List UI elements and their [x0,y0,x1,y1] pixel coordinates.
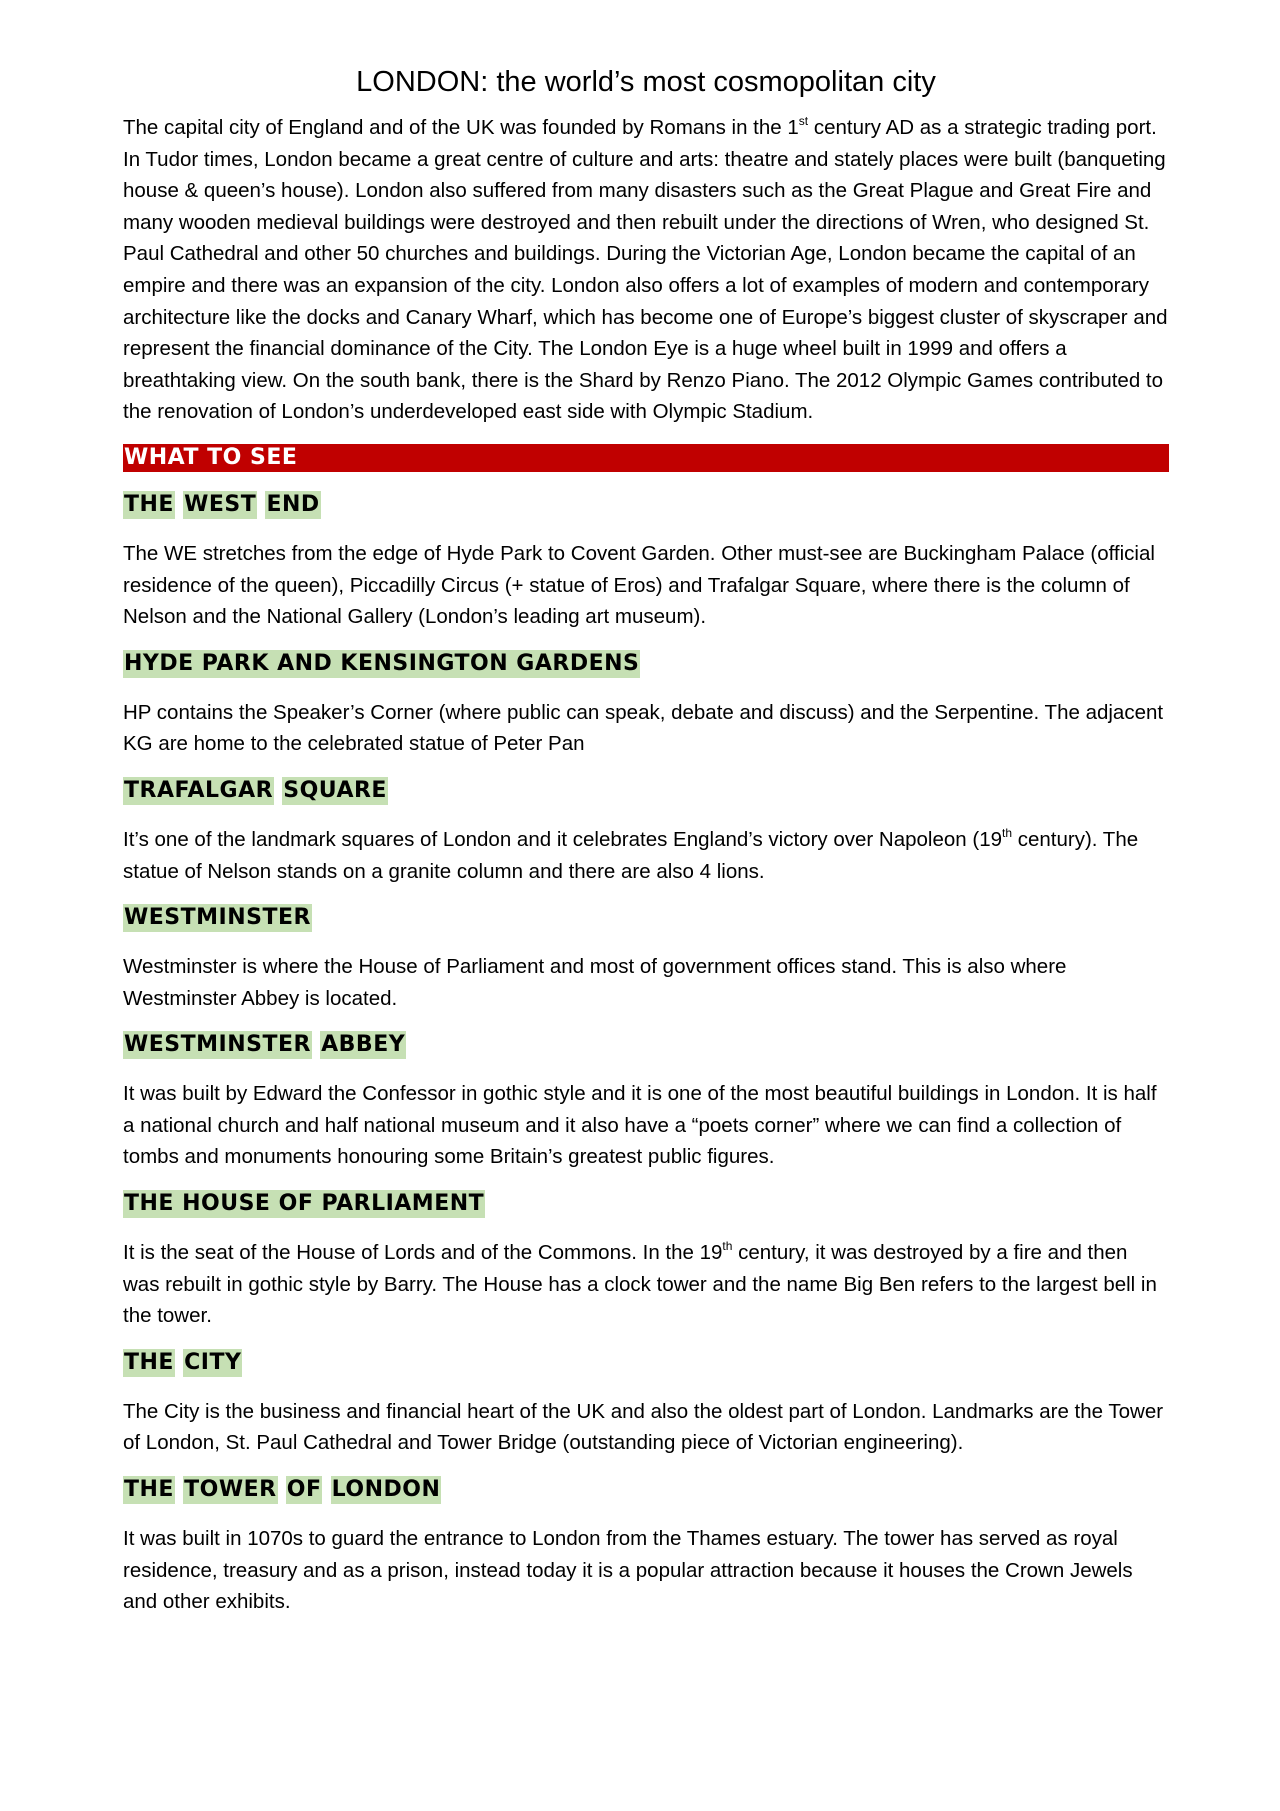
westminster-text: Westminster is where the House of Parliament and most of government offices stand. This is also where Westminster Abbey is located. [123,955,1067,1010]
westminster-abbey-text: It was built by Edward the Confessor in gothic style and it is one of the most beautiful buildings in London. It is half a national church and half national museum and it also have a “poets corner” where we can find a collection of tombs and monuments honouring some Britain’s greatest public figures. [123,1082,1157,1169]
heading-the-city [123,1348,1169,1378]
intro-text-2: century AD as a strategic trading port. In Tudor times, London became a great centre of culture and arts: theatre and stately places were built (banqueting house & queen’s house). London also suffered from many disasters such as the Great Plague and Great Fire and many wooden medieval buildings were destroyed and then rebuilt under the directions of Wren, who designed St. Paul Cathedral and other 50 churches and buildings. During the Victorian Age, London became the capital of an empire and there was an expansion of the city. London also offers a lot of examples of modern and contemporary architecture like the docks and Canary Wharf, which has become one of Europe’s biggest cluster of skyscraper and represent the financial dominance of the City. The London Eye is a huge wheel built in 1999 and offers a breathtaking view. On the south bank, there is the Shard by Renzo Piano. The 2012 Olympic Games contributed to the renovation of London’s underdeveloped east side with Olympic Stadium. [123,116,1168,424]
trafalgar-superscript: th [1002,826,1013,841]
heading-word: OF [286,1477,322,1503]
heading-word: WESTMINSTER [124,1032,311,1058]
heading-word: SQUARE [283,777,387,803]
intro-text-1: The capital city of England and of the UK was founded by Romans in the 1 [123,116,799,139]
heading-word: TOWER [184,1477,277,1503]
heading-trafalgar-square [123,776,1169,806]
heading-tower-of-london [123,1475,1169,1505]
west-end-text: The WE stretches from the edge of Hyde Park to Covent Garden. Other must-see are Buckingham Palace (official residence of the queen), Piccadilly Circus (+ statue of Eros) and Trafalgar Square, where there is the column of Nelson and the National Gallery (London’s leading art museum). [123,541,1155,629]
trafalgar-text-1: It’s one of the landmark squares of London and it celebrates England’s victory over Napoleon (19 [123,827,1003,851]
tower-text: It was built in 1070s to guard the entrance to London from the Thames estuary. The tower has served as royal residence, treasury and as a prison, instead today it is a popular attraction because it houses the Crown Jewels and other exhibits. [123,1527,1133,1614]
hyde-park-text: HP contains the Speaker’s Corner (where public can speak, debate and discuss) and the Serpentine. The adjacent KG are home to the celebrated statue of Peter Pan [123,700,1164,756]
heading-west-end [123,490,1169,520]
heading-word: WEST [184,491,257,517]
heading-word: ABBEY [321,1032,406,1058]
heading-hyde-park [123,649,1169,679]
document-content [123,60,1169,1634]
the-city-text: The City is the business and financial heart of the UK and also the oldest part of London. Landmarks are the Tower of London, St. Paul Cathedral and Tower Bridge (outstanding piece of Victorian engineering). [123,1399,1164,1455]
intro-paragraph [123,112,1169,428]
heading-word: THE [124,1349,174,1375]
heading-westminster-abbey [123,1030,1169,1060]
heading-word: END [266,491,320,517]
intro-superscript: st [798,114,809,129]
heading-word: LONDON [331,1477,441,1503]
trafalgar-text-2: century). The statue of Nelson stands on a granite column and there are also 4 lions. [123,827,1139,883]
parliament-text-1: It is the seat of the House of Lords and of the Commons. In the 19 [123,1241,723,1265]
parliament-text [123,1237,1169,1332]
heading-word: THE [124,491,174,517]
heading-house-of-parliament [123,1189,1169,1219]
heading-word: WESTMINSTER [124,905,311,931]
heading-word: THE [124,1477,174,1503]
heading-word: THE HOUSE OF PARLIAMENT [124,1191,485,1217]
parliament-text-2: century, it was destroyed by a fire and then was rebuilt in gothic style by Barry. The House has a clock tower and the name Big Ben refers to the largest bell in the tower. [123,1241,1157,1328]
heading-word: HYDE PARK AND KENSINGTON GARDENS [124,650,640,676]
trafalgar-text [123,824,1169,887]
parliament-superscript: th [722,1239,733,1254]
page-title: LONDON: the world’s most cosmopolitan city [356,66,936,98]
heading-word: TRAFALGAR [124,777,274,803]
heading-westminster [123,903,1169,933]
what-to-see-banner: WHAT TO SEE [123,444,1169,472]
heading-word: CITY [184,1349,242,1375]
